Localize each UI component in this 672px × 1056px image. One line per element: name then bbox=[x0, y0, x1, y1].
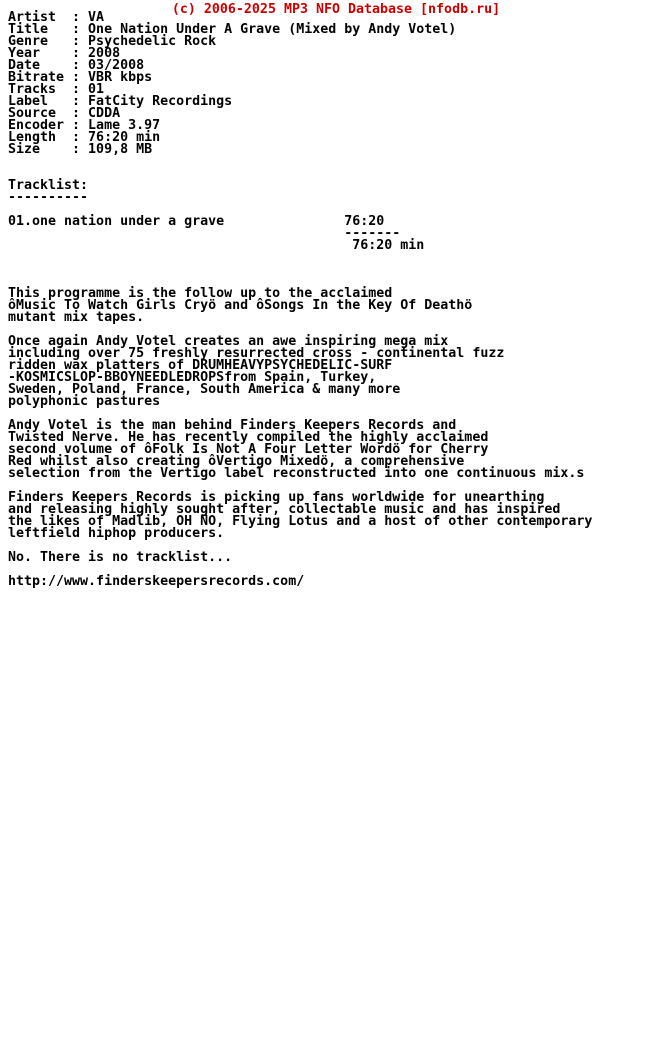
info-source: Source : CDDA bbox=[8, 106, 121, 121]
track-item: 01.one nation under a grave 76:20 bbox=[8, 214, 385, 229]
description-line: Red whilst also creating ôVertigo Mixedö, a comprehensive bbox=[8, 454, 465, 469]
description-line: ôMusic To Watch Girls Cryö and ôSongs In the Key Of Deathö bbox=[8, 298, 473, 313]
info-length: Length : 76:20 min bbox=[8, 130, 161, 145]
description-line: This programme is the follow up to the acclaimed bbox=[8, 286, 393, 301]
description-line: and releasing highly sought after, collectable music and has inspired bbox=[8, 502, 561, 517]
info-bitrate: Bitrate : VBR kbps bbox=[8, 70, 153, 85]
description-line: ridden wax platters of DRUMHEAVYPSYCHEDELIC-SURF bbox=[8, 358, 393, 373]
blank-line bbox=[8, 252, 592, 264]
blank-line bbox=[8, 168, 592, 180]
info-tracks: Tracks : 01 bbox=[8, 82, 105, 97]
description-line: -KOSMICSLOP-BBOYNEEDLEDROPSfrom Spain, Turkey, bbox=[8, 370, 377, 385]
info-year: Year : 2008 bbox=[8, 46, 121, 61]
description-line: leftfield hiphop producers. bbox=[8, 526, 225, 541]
info-label: Label : FatCity Recordings bbox=[8, 94, 233, 109]
info-encoder: Encoder : Lame 3.97 bbox=[8, 118, 161, 133]
description-line: Sweden, Poland, France, South America & many more bbox=[8, 382, 401, 397]
website-url: http://www.finderskeepersrecords.com/ bbox=[8, 574, 305, 589]
info-genre: Genre : Psychedelic Rock bbox=[8, 34, 217, 49]
nfo-document bbox=[8, 0, 592, 588]
info-date: Date : 03/2008 bbox=[8, 58, 145, 73]
description-line: Finders Keepers Records is picking up fans worldwide for unearthing bbox=[8, 490, 545, 505]
description-line: including over 75 freshly resurrected cross - continental fuzz bbox=[8, 346, 505, 361]
description-line: polyphonic pastures bbox=[8, 394, 161, 409]
description-line: mutant mix tapes. bbox=[8, 310, 145, 325]
info-title: Title : One Nation Under A Grave (Mixed by Andy Votel) bbox=[8, 22, 457, 37]
info-artist: Artist : VA bbox=[8, 10, 105, 25]
description-line: Once again Andy Votel creates an awe inspiring mega mix bbox=[8, 334, 449, 349]
tracklist-total-rule: ------- bbox=[8, 226, 401, 241]
blank-line bbox=[8, 156, 592, 168]
description-line: Andy Votel is the man behind Finders Keepers Records and bbox=[8, 418, 457, 433]
description-line: second volume of ôFolk Is Not A Four Letter Wordö for Cherry bbox=[8, 442, 489, 457]
blank-line bbox=[8, 264, 592, 276]
description-line: the likes of Madlib, OH NO, Flying Lotus and a host of other contemporary bbox=[8, 514, 593, 529]
description-line: selection from the Vertigo label reconstructed into one continuous mix.s bbox=[8, 466, 585, 481]
description-line: No. There is no tracklist... bbox=[8, 550, 233, 565]
tracklist-heading: Tracklist: bbox=[8, 178, 89, 193]
tracklist-total: 76:20 min bbox=[8, 238, 425, 253]
tracklist-underline: ---------- bbox=[8, 190, 89, 205]
info-size: Size : 109,8 MB bbox=[8, 142, 153, 157]
site-header-text: (c) 2006-2025 MP3 NFO Database [nfodb.ru] bbox=[171, 2, 501, 17]
description-line: Twisted Nerve. He has recently compiled the highly acclaimed bbox=[8, 430, 489, 445]
